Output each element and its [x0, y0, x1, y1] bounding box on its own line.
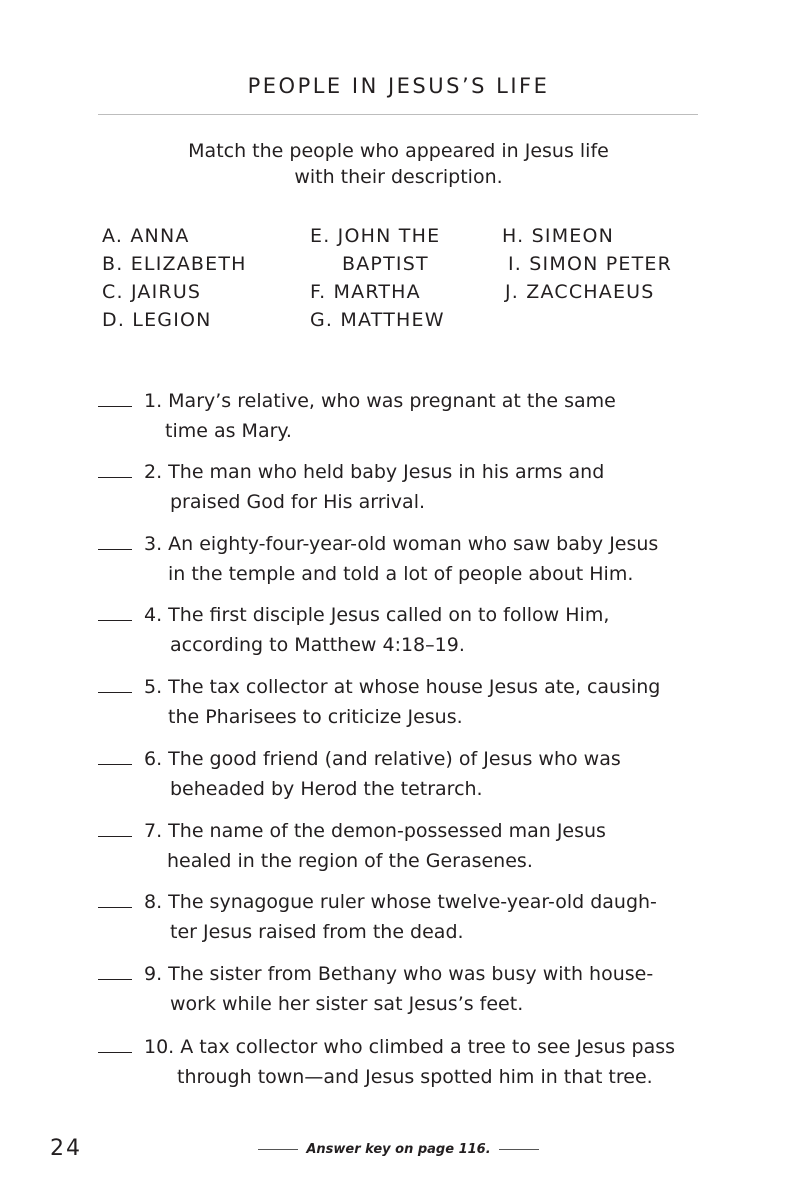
choice-i: I. SIMON PETER [508, 253, 673, 275]
question-6 [98, 744, 621, 804]
question-text-continued: through town—and Jesus spotted him in that tree. [177, 1066, 653, 1088]
choice-c: C. JAIRUS [102, 281, 202, 303]
footer-note [0, 1142, 797, 1157]
question-text: 4. The first disciple Jesus called on to follow Him, [144, 604, 610, 626]
question-text: 9. The sister from Bethany who was busy with house- [144, 963, 654, 985]
answer-blank[interactable] [98, 602, 132, 621]
question-4 [98, 600, 609, 660]
answer-blank[interactable] [98, 674, 132, 693]
question-text: 3. An eighty-four-year-old woman who saw baby Jesus [144, 533, 659, 555]
question-text: 8. The synagogue ruler whose twelve-year-old daugh- [144, 891, 657, 913]
question-text-continued: work while her sister sat Jesus’s feet. [170, 993, 524, 1015]
choice-g: G. MATTHEW [310, 309, 445, 331]
question-text-continued: healed in the region of the Gerasenes. [167, 850, 533, 872]
footer-text: Answer key on page 116. [306, 1142, 491, 1157]
answer-blank[interactable] [98, 818, 132, 837]
choice-j: J. ZACCHAEUS [505, 281, 655, 303]
question-text-continued: praised God for His arrival. [170, 491, 426, 513]
instructions-line-1: Match the people who appeared in Jesus life [188, 140, 609, 162]
question-text: 2. The man who held baby Jesus in his arms and [144, 461, 605, 483]
question-text: 10. A tax collector who climbed a tree to see Jesus pass [144, 1036, 676, 1058]
choice-b: B. ELIZABETH [102, 253, 247, 275]
question-7 [98, 816, 606, 876]
answer-blank[interactable] [98, 388, 132, 407]
choice-e-line-2: BAPTIST [342, 253, 429, 275]
question-text-continued: beheaded by Herod the tetrarch. [170, 778, 483, 800]
choice-d: D. LEGION [102, 309, 212, 331]
question-text: 6. The good friend (and relative) of Jesus who was [144, 748, 621, 770]
question-text: 7. The name of the demon-possessed man Jesus [144, 820, 606, 842]
question-3 [98, 529, 658, 589]
question-text-continued: the Pharisees to criticize Jesus. [168, 706, 463, 728]
answer-blank[interactable] [98, 1034, 132, 1053]
question-text: 5. The tax collector at whose house Jesus ate, causing [144, 676, 661, 698]
footer-rule-left [258, 1149, 298, 1150]
question-10 [98, 1032, 675, 1092]
question-1 [98, 386, 616, 446]
instructions [0, 138, 797, 190]
question-9 [98, 959, 653, 1019]
question-text-continued: ter Jesus raised from the dead. [170, 921, 464, 943]
title-divider [98, 114, 698, 115]
choice-e-line-1: E. JOHN THE [310, 225, 441, 247]
choice-f: F. MARTHA [310, 281, 421, 303]
page-title: PEOPLE IN JESUS’S LIFE [247, 74, 550, 98]
footer-rule-right [499, 1149, 539, 1150]
answer-blank[interactable] [98, 889, 132, 908]
answer-blank[interactable] [98, 531, 132, 550]
answer-blank[interactable] [98, 459, 132, 478]
question-text-continued: in the temple and told a lot of people about Him. [168, 563, 634, 585]
answer-blank[interactable] [98, 746, 132, 765]
question-text-continued: according to Matthew 4:18–19. [170, 634, 465, 656]
question-8 [98, 887, 657, 947]
question-5 [98, 672, 660, 732]
question-text-continued: time as Mary. [165, 420, 292, 442]
choice-h: H. SIMEON [502, 225, 615, 247]
question-2 [98, 457, 604, 517]
instructions-line-2: with their description. [294, 166, 503, 188]
answer-blank[interactable] [98, 961, 132, 980]
choice-a: A. ANNA [102, 225, 190, 247]
page-number: 24 [50, 1136, 82, 1161]
question-text: 1. Mary’s relative, who was pregnant at the same [144, 390, 616, 412]
